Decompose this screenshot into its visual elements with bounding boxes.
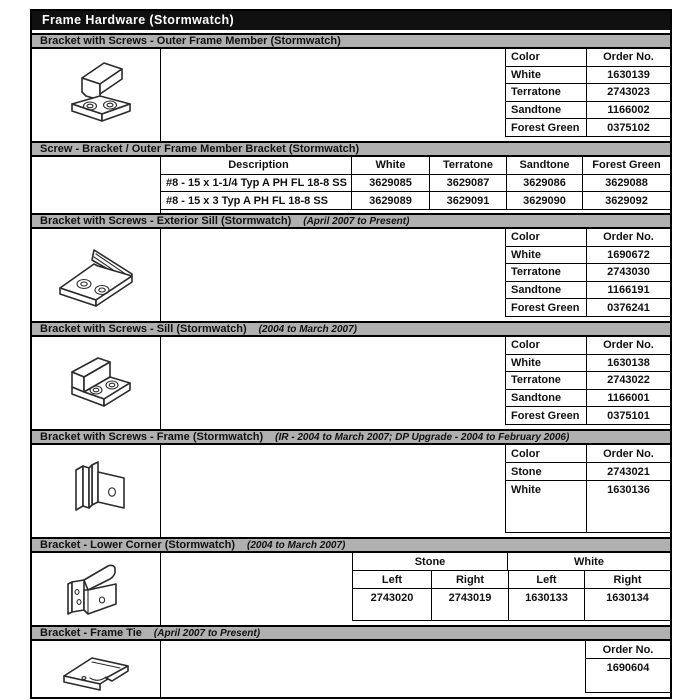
table-header-row (161, 157, 670, 175)
empty-cell (161, 49, 505, 141)
table-row (506, 355, 670, 373)
illustration-cell (32, 445, 161, 537)
section-body-frame-tie (32, 641, 670, 697)
empty-cell (161, 445, 505, 537)
subheader-row (353, 571, 670, 589)
forest-green-header: Forest Green (582, 157, 670, 174)
table-row (506, 481, 670, 499)
order-cell: 3629087 (429, 175, 506, 192)
order-cell: 3629085 (351, 175, 429, 192)
lower-corner-table (352, 553, 670, 621)
section-body-frame (32, 445, 670, 537)
order-cell: 3629088 (582, 175, 670, 192)
exterior-sill-bracket-icon (46, 234, 146, 316)
section-title: Bracket with Screws - Exterior Sill (Stormwatch) (40, 215, 292, 227)
table-header-row (506, 229, 670, 247)
color-header: Color (511, 231, 540, 244)
section-date-note: (April 2007 to Present) (303, 215, 410, 227)
section-body-lower-corner (32, 553, 670, 625)
illustration-cell (32, 553, 161, 625)
order-cell: 1690604 (606, 662, 650, 674)
section-title: Bracket - Lower Corner (Stormwatch) (40, 539, 235, 551)
page-title: Frame Hardware (Stormwatch) (32, 11, 670, 30)
table-row (506, 282, 670, 300)
table-row (506, 372, 670, 390)
white-group-header: White (507, 553, 670, 570)
section-body-outer-frame-member (32, 49, 670, 141)
section-header-frame-tie (32, 625, 670, 641)
section-title: Bracket with Screws - Frame (Stormwatch) (40, 431, 264, 443)
empty-cell (353, 607, 431, 620)
color-cell: Stone (511, 465, 542, 478)
stone-right-header: Right (431, 571, 508, 588)
table-row (506, 407, 670, 424)
order-cell: 1630134 (584, 589, 670, 607)
color-header: Color (511, 447, 540, 460)
lower-corner-bracket-icon (46, 556, 146, 622)
color-cell: Sandtone (511, 392, 562, 405)
table-header-row (506, 445, 670, 463)
empty-cell (584, 607, 670, 620)
table-filler-row (506, 499, 670, 532)
table-row (161, 192, 670, 209)
section-header-screw (32, 141, 670, 157)
empty-cell (161, 229, 505, 321)
order-cell: 3629086 (506, 175, 582, 192)
table-row (506, 264, 670, 282)
order-cell: 3629091 (429, 192, 506, 209)
order-cell: 3629090 (506, 192, 582, 209)
order-cell: 1166001 (586, 390, 670, 407)
table-row (506, 119, 670, 136)
color-cell: Forest Green (511, 301, 580, 314)
section-header-lower-corner (32, 537, 670, 553)
values-row (353, 589, 670, 607)
group-header-row (353, 553, 670, 571)
section-date-note: (April 2007 to Present) (153, 627, 261, 639)
order-cell: 0376241 (586, 299, 670, 316)
empty-cell (431, 607, 508, 620)
section-title: Screw - Bracket / Outer Frame Member Bracket (Stormwatch) (40, 143, 360, 155)
illustration-cell (32, 157, 161, 213)
order-cell: 2743022 (586, 372, 670, 389)
section-body-sill (32, 337, 670, 429)
order-cell: 1630138 (586, 355, 670, 372)
order-cell: 2743020 (370, 592, 414, 604)
color-cell: Forest Green (511, 121, 580, 134)
color-cell: Terratone (511, 374, 561, 387)
section-header-frame (32, 429, 670, 445)
color-cell: Terratone (511, 266, 561, 279)
section-header-outer-frame-member (32, 33, 670, 49)
description-cell: #8 - 15 x 3 Typ A PH FL 18-8 SS (166, 194, 329, 207)
section-header-exterior-sill (32, 213, 670, 229)
order-cell: 1630139 (586, 67, 670, 84)
order-cell: 0375101 (586, 407, 670, 424)
stone-left-header: Left (381, 573, 403, 586)
section-date-note: (2004 to March 2007) (258, 323, 358, 335)
color-cell: Sandtone (511, 284, 562, 297)
empty-cell (586, 499, 670, 532)
color-cell: Terratone (511, 86, 561, 99)
table-header-row (506, 337, 670, 355)
catalog-page (30, 9, 672, 699)
empty-cell (506, 499, 586, 532)
illustration-cell (32, 337, 161, 429)
order-header: Order No. (586, 445, 670, 462)
section-body-screw (32, 157, 670, 213)
section-date-note: (IR - 2004 to March 2007; DP Upgrade - 2004 to February 2006) (275, 431, 570, 443)
frame-tie-bracket-icon (46, 644, 146, 694)
table-row (506, 463, 670, 481)
empty-cell (161, 337, 505, 429)
order-table-sill (505, 337, 670, 425)
white-right-header: Right (584, 571, 670, 588)
illustration-cell (32, 641, 161, 697)
section-header-sill (32, 321, 670, 337)
section-title: Bracket - Frame Tie (40, 627, 142, 639)
order-cell: 1630133 (508, 589, 584, 607)
screw-table (161, 157, 670, 210)
color-cell: White (511, 248, 541, 261)
table-row (161, 175, 670, 193)
order-table-frame (505, 445, 670, 533)
color-cell: White (511, 356, 541, 369)
color-cell: White (511, 484, 541, 496)
order-cell: 2743023 (586, 84, 670, 101)
table-row (506, 247, 670, 265)
order-cell: 2743021 (586, 463, 670, 480)
table-header-row (506, 49, 670, 67)
order-table-exterior-sill (505, 229, 670, 317)
description-header: Description (228, 159, 289, 172)
stone-group-header: Stone (414, 555, 446, 568)
sandtone-header: Sandtone (506, 157, 582, 174)
section-date-note: (2004 to March 2007) (246, 539, 346, 551)
order-cell: 1166191 (586, 282, 670, 299)
illustration-cell (32, 49, 161, 141)
order-cell: 2743019 (431, 589, 508, 607)
table-row (506, 102, 670, 120)
order-table-frame-tie (585, 641, 670, 693)
table-row (506, 299, 670, 316)
empty-cell (161, 641, 585, 697)
color-cell: Forest Green (511, 409, 580, 422)
color-cell: White (511, 68, 541, 81)
order-header: Order No. (586, 337, 670, 354)
empty-cell (508, 607, 584, 620)
terratone-header: Terratone (429, 157, 506, 174)
white-header: White (351, 157, 429, 174)
table-row (506, 67, 670, 85)
order-cell: 1690672 (586, 247, 670, 264)
outer-frame-bracket-icon (46, 54, 146, 136)
color-header: Color (511, 339, 540, 352)
order-cell: 1630136 (586, 481, 670, 499)
order-cell: 3629089 (351, 192, 429, 209)
order-header: Order No. (586, 229, 670, 246)
empty-cell (161, 553, 352, 625)
order-cell: 1166002 (586, 102, 670, 119)
table-filler-row (586, 677, 670, 692)
order-table-outer-frame-member (505, 49, 670, 137)
order-cell: 3629092 (582, 192, 670, 209)
sill-bracket-icon (46, 342, 146, 424)
color-cell: Sandtone (511, 104, 562, 117)
order-header: Order No. (586, 49, 670, 66)
color-header: Color (511, 51, 540, 64)
order-header: Order No. (586, 641, 670, 659)
frame-bracket-icon (46, 448, 146, 534)
white-left-header: Left (508, 571, 584, 588)
description-cell: #8 - 15 x 1-1/4 Typ A PH FL 18-8 SS (166, 177, 347, 189)
table-row (506, 84, 670, 102)
order-cell: 2743030 (586, 264, 670, 281)
illustration-cell (32, 229, 161, 321)
order-cell: 0375102 (586, 119, 670, 136)
section-title: Bracket with Screws - Outer Frame Member (Stormwatch) (40, 35, 341, 47)
table-row (506, 390, 670, 408)
section-title: Bracket with Screws - Sill (Stormwatch) (40, 323, 247, 335)
table-filler-row (353, 607, 670, 620)
section-body-exterior-sill (32, 229, 670, 321)
